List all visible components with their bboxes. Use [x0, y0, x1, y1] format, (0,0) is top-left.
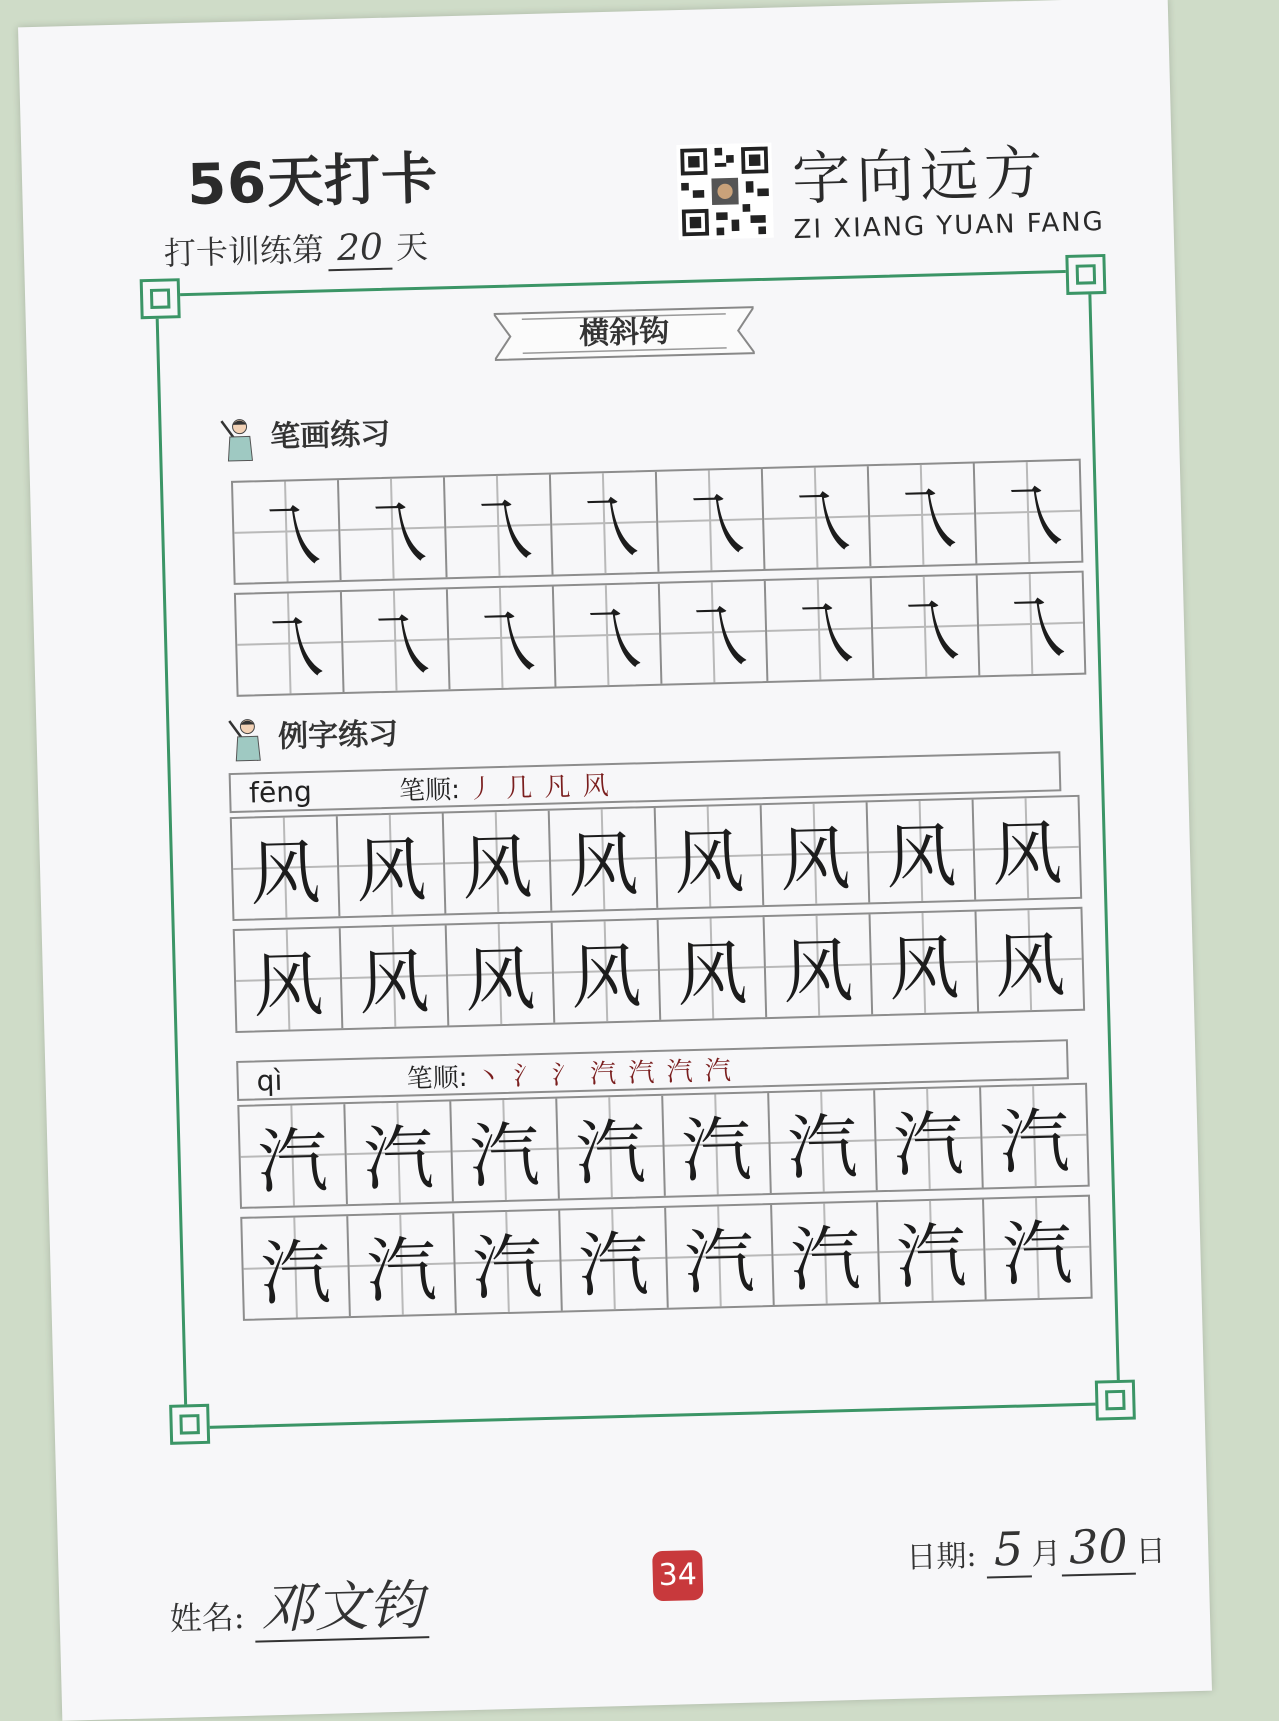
stroke-heading-label: 笔画练习: [269, 416, 391, 455]
practice-cell: 风: [656, 805, 765, 908]
practice-cell: 乁: [236, 592, 345, 695]
frame-corner: [169, 1404, 210, 1445]
checkin-subtitle: [163, 222, 428, 276]
stroke-practice-heading: [219, 409, 391, 463]
practice-cell: 汽: [878, 1199, 987, 1302]
practice-cell: 风: [553, 920, 662, 1023]
example-grid-row: [240, 1195, 1092, 1321]
stroke-grid-row: [231, 459, 1083, 585]
practice-cell: 乁: [342, 589, 451, 692]
name-label: 姓名:: [169, 1597, 246, 1638]
practice-cell: 风: [444, 811, 553, 914]
stroke-banner: [494, 303, 755, 364]
practice-cell: 汽: [984, 1197, 1091, 1300]
stroke-grid-row: [234, 571, 1086, 697]
scholar-avatar-icon: [219, 416, 254, 463]
practice-cell: 风: [341, 925, 450, 1028]
subtitle-prefix: 打卡训练第: [163, 230, 325, 273]
example-heading-label: 例字练习: [277, 716, 399, 755]
example-grid-row: [230, 795, 1082, 921]
example-grid-row: [233, 907, 1085, 1033]
practice-cell: 汽: [769, 1090, 878, 1193]
practice-cell: 乁: [869, 463, 978, 566]
name-value: 邓文钧: [254, 1573, 430, 1643]
page-title: 56天打卡: [186, 146, 439, 218]
stroke-order-sequence: 丿 几 凡 风: [467, 770, 612, 805]
practice-cell: 乁: [554, 584, 663, 687]
practice-cell: 汽: [348, 1213, 457, 1316]
date-day: 30: [1060, 1519, 1136, 1577]
practice-cell: 汽: [242, 1216, 351, 1319]
practice-cell: 风: [235, 928, 344, 1031]
practice-cell: 风: [762, 802, 871, 905]
day-unit: 日: [1135, 1533, 1167, 1570]
practice-cell: 风: [447, 923, 556, 1026]
practice-cell: 乁: [657, 469, 766, 572]
practice-cell: 风: [338, 813, 447, 916]
practice-cell: 汽: [239, 1104, 348, 1207]
practice-cell: 汽: [557, 1096, 666, 1199]
practice-cell: 乁: [445, 475, 554, 578]
pinyin-label: qì: [256, 1063, 283, 1097]
practice-cell: 乁: [339, 477, 448, 580]
brand-name-en: ZI XIANG YUAN FANG: [793, 206, 1106, 246]
qr-code-icon: [676, 143, 773, 240]
practice-cell: 风: [550, 808, 659, 911]
practice-cell: 乁: [872, 575, 981, 678]
brand-name-cn: 字向远方: [791, 138, 1050, 214]
practice-cell: 汽: [345, 1101, 454, 1204]
practice-cell: 汽: [560, 1208, 669, 1311]
practice-cell: 汽: [875, 1087, 984, 1190]
month-unit: 月: [1030, 1536, 1062, 1573]
practice-cell: 乁: [975, 461, 1082, 564]
example-grid-row: [237, 1083, 1089, 1209]
scholar-avatar-icon: [227, 716, 262, 763]
practice-frame: [155, 269, 1120, 1429]
practice-cell: 汽: [454, 1211, 563, 1314]
day-number: 20: [327, 227, 392, 272]
practice-cell: 风: [974, 797, 1081, 900]
date-field: [906, 1518, 1167, 1579]
practice-cell: 汽: [772, 1202, 881, 1305]
student-name: [168, 1562, 429, 1646]
practice-cell: 乁: [763, 466, 872, 569]
practice-cell: 汽: [451, 1099, 560, 1202]
practice-cell: 风: [871, 912, 980, 1015]
stroke-order-sequence: 丶 氵 氵 汽 汽 汽 汽: [475, 1055, 734, 1093]
practice-cell: 汽: [666, 1205, 775, 1308]
stroke-order-label: 笔顺:: [398, 774, 461, 807]
practice-cell: 乁: [233, 480, 342, 583]
pinyin-label: fēng: [248, 774, 313, 810]
practice-cell: 乁: [551, 472, 660, 575]
page-number-badge: 34: [652, 1550, 703, 1601]
subtitle-suffix: 天: [395, 227, 429, 267]
date-label: 日期:: [905, 1538, 977, 1576]
practice-cell: 乁: [766, 578, 875, 681]
practice-cell: 风: [868, 800, 977, 903]
frame-corner: [1095, 1380, 1136, 1421]
example-practice-heading: [227, 709, 399, 763]
practice-cell: 乁: [978, 573, 1085, 676]
worksheet-page: [18, 0, 1212, 1721]
practice-cell: 汽: [981, 1085, 1088, 1188]
practice-cell: 风: [232, 816, 341, 919]
stroke-order-label: 笔顺:: [406, 1062, 468, 1095]
frame-corner: [1065, 254, 1106, 295]
practice-cell: 风: [659, 917, 768, 1020]
date-month: 5: [985, 1521, 1032, 1578]
banner-title: 横斜钩: [578, 314, 670, 352]
practice-cell: 汽: [663, 1093, 772, 1196]
practice-cell: 乁: [448, 587, 557, 690]
practice-cell: 风: [976, 909, 1083, 1012]
frame-corner: [140, 278, 181, 319]
practice-cell: 乁: [660, 581, 769, 684]
practice-cell: 风: [765, 914, 874, 1017]
